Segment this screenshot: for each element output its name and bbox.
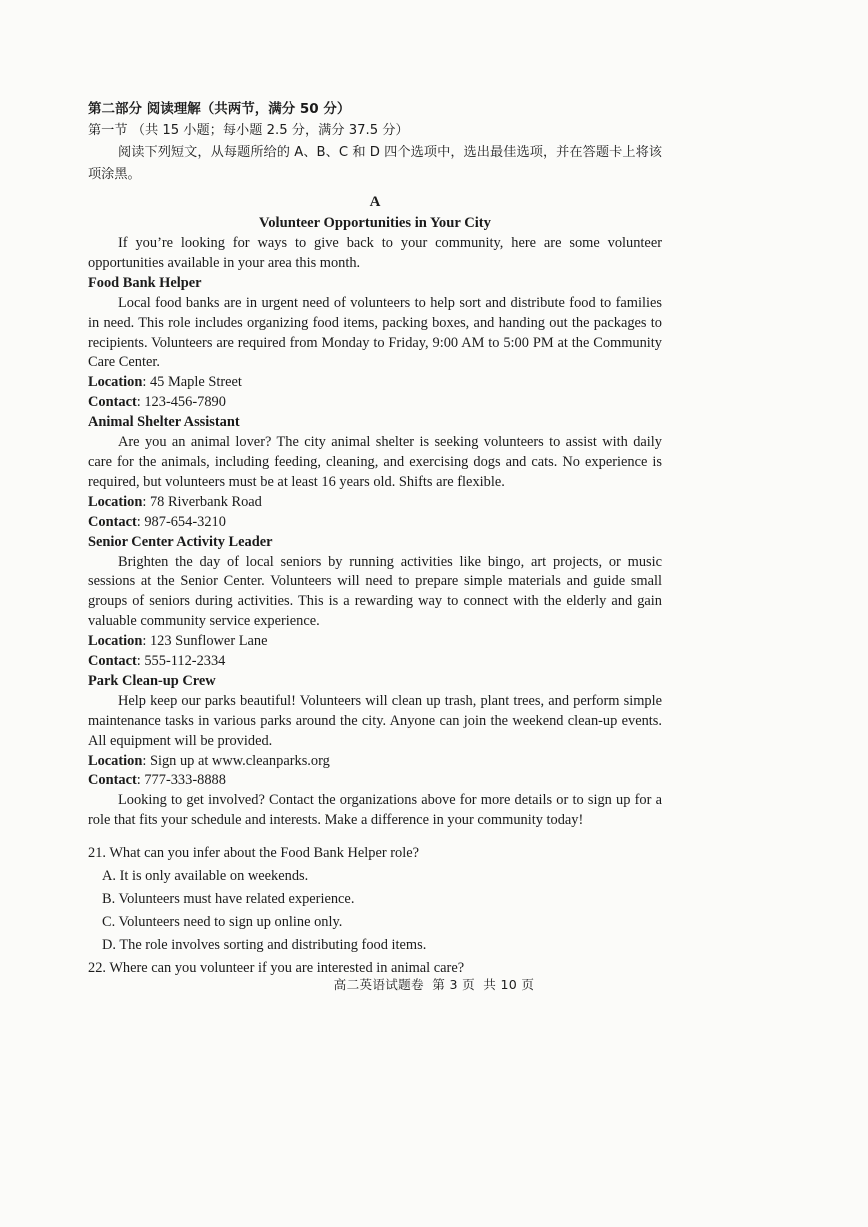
location-label: Location (88, 633, 143, 650)
contact-value: : 777-333-8888 (136, 772, 226, 789)
footer-page-number: 第 3 页 (432, 977, 475, 992)
page-content (88, 98, 662, 980)
role-location (88, 373, 662, 393)
page-footer (0, 974, 868, 993)
role-description: Brighten the day of local seniors by running activities like bingo, art projects, or music sessions at the Senior Center. Volunteers will need to prepare simple materials and guide small groups of seniors during activities. This is a rewarding way to connect with the elderly and gain valuable community service experience. (88, 553, 662, 630)
part-heading: 第二部分 阅读理解（共两节，满分 50 分） (88, 101, 351, 117)
passage-letter: A (369, 194, 381, 210)
question-stem: 22. Where can you volunteer if you are interested in animal care? (88, 960, 465, 977)
contact-value: : 987-654-3210 (136, 513, 226, 530)
instruction: 阅读下列短文，从每题所给的 A、B、C 和 D 四个选项中，选出最佳选项，并在答题卡上将该项涂黑。 (88, 145, 662, 182)
location-label: Location (88, 493, 143, 510)
role-name: Food Bank Helper (88, 274, 202, 291)
role-description: Local food banks are in urgent need of volunteers to help sort and distribute food to families in need. This role includes organizing food items, packing boxes, and handing out the packages to recipients. Volunteers are required from Monday to Friday, 9:00 AM to 5:00 PM at the Community Care Center. (88, 294, 662, 371)
location-label: Location (88, 374, 143, 391)
contact-value: : 555-112-2334 (136, 653, 226, 670)
role-park-cleanup (88, 672, 662, 791)
role-location (88, 752, 662, 772)
contact-label: Contact (88, 772, 137, 789)
contact-label: Contact (88, 653, 137, 670)
role-animal-shelter (88, 413, 662, 532)
option-a: A. It is only available on weekends. (102, 868, 309, 885)
passage-title: Volunteer Opportunities in Your City (259, 215, 491, 231)
role-location (88, 493, 662, 513)
role-name: Park Clean-up Crew (88, 672, 216, 689)
contact-label: Contact (88, 513, 137, 530)
footer-exam-name: 高二英语试题卷 (333, 977, 424, 992)
question-21 (88, 842, 662, 957)
role-food-bank (88, 274, 662, 413)
option-c: C. Volunteers need to sign up online only. (102, 914, 343, 931)
contact-label: Contact (88, 394, 137, 411)
location-value: : 45 Maple Street (142, 374, 242, 391)
passage-intro: If you’re looking for ways to give back to your community, here are some volunteer opportunities available in your area this month. (88, 235, 662, 271)
location-value: : Sign up at www.cleanparks.org (142, 752, 330, 769)
question-stem: 21. What can you infer about the Food Bank Helper role? (88, 845, 420, 862)
passage-closing: Looking to get involved? Contact the organizations above for more details or to sign up for a role that fits your schedule and interests. Make a difference in your community today! (88, 792, 662, 829)
location-value: : 78 Riverbank Road (142, 493, 262, 510)
footer-total-pages: 共 10 页 (483, 977, 535, 992)
option-b: B. Volunteers must have related experience. (102, 891, 355, 908)
contact-value: : 123-456-7890 (136, 394, 226, 411)
role-location (88, 632, 662, 652)
role-name: Senior Center Activity Leader (88, 533, 273, 550)
location-label: Location (88, 752, 143, 769)
role-description: Are you an animal lover? The city animal shelter is seeking volunteers to assist with daily care for the animals, including feeding, cleaning, and exercising dogs and cats. No experience is required, but volunteers must be at least 16 years old. Shifts are flexible. (88, 434, 662, 490)
role-contact (88, 652, 662, 672)
role-contact (88, 513, 662, 533)
role-contact (88, 771, 662, 791)
role-contact (88, 393, 662, 413)
role-name: Animal Shelter Assistant (88, 414, 240, 431)
role-senior-center (88, 533, 662, 672)
location-value: : 123 Sunflower Lane (142, 633, 268, 650)
role-description: Help keep our parks beautiful! Volunteers will clean up trash, plant trees, and perform simple maintenance tasks in various parks around the city. Anyone can join the weekend clean-up events. All equipment will be provided. (88, 692, 662, 749)
section-heading: 第一节 （共 15 小题；每小题 2.5 分，满分 37.5 分） (88, 123, 409, 138)
option-d: D. The role involves sorting and distributing food items. (102, 937, 427, 954)
